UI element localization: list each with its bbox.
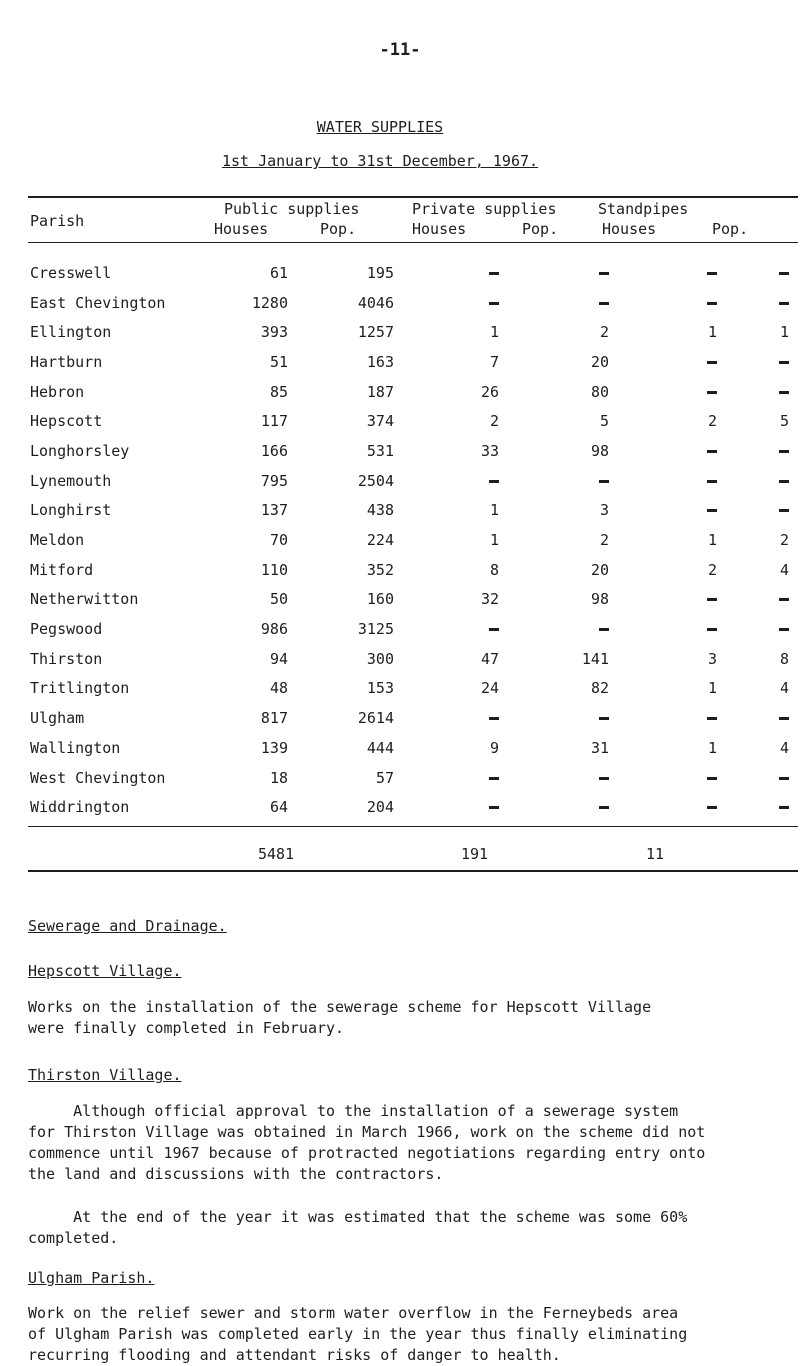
dash-mark bbox=[489, 272, 499, 275]
public-houses-cell: 48 bbox=[269, 679, 288, 698]
parish-name-cell: Longhirst bbox=[30, 501, 112, 520]
standpipes-pop-cell bbox=[717, 466, 789, 496]
header-standpipes-houses: Houses bbox=[602, 220, 657, 238]
parish-name-cell: Hartburn bbox=[30, 352, 103, 371]
private-houses-cell bbox=[394, 288, 499, 318]
parish-name-cell: Widdrington bbox=[30, 798, 130, 817]
standpipes-pop-cell: 4 bbox=[779, 679, 789, 698]
standpipes-houses-cell bbox=[609, 496, 717, 526]
parish-name-cell: Ulgham bbox=[30, 709, 85, 728]
public-pop-cell: 187 bbox=[366, 382, 394, 401]
header-public-pop: Pop. bbox=[320, 220, 357, 238]
total-standpipes: 11 bbox=[646, 845, 665, 863]
dash-mark bbox=[779, 302, 789, 305]
private-houses-cell: 1 bbox=[489, 323, 499, 342]
private-houses-cell: 9 bbox=[489, 738, 499, 757]
dash-mark bbox=[489, 628, 499, 631]
page-title: WATER SUPPLIES bbox=[316, 118, 444, 136]
public-pop-cell: 57 bbox=[375, 768, 394, 787]
paragraph-thirston-1: Although official approval to the installation of a sewerage system for Thirston Village was obtained in March 1966, work on the scheme did not commence until 1967 because of protracted negotiations regarding entry onto the land and discussions with the contractors. bbox=[28, 1102, 706, 1183]
public-houses-cell: 50 bbox=[269, 590, 288, 609]
public-pop-cell: 153 bbox=[366, 679, 394, 698]
private-houses-cell: 7 bbox=[489, 352, 499, 371]
standpipes-pop-cell bbox=[717, 614, 789, 644]
parish-name-cell: Tritlington bbox=[30, 679, 130, 698]
dash-mark bbox=[707, 391, 717, 394]
dash-mark bbox=[707, 302, 717, 305]
private-houses-cell: 8 bbox=[489, 560, 499, 579]
private-pop-cell: 141 bbox=[581, 649, 609, 668]
private-pop-cell bbox=[499, 792, 609, 822]
public-pop-cell: 444 bbox=[366, 738, 394, 757]
public-houses-cell: 61 bbox=[269, 263, 288, 282]
dash-mark bbox=[599, 777, 609, 780]
private-houses-cell bbox=[394, 614, 499, 644]
standpipes-pop-cell bbox=[717, 703, 789, 733]
dash-mark bbox=[489, 480, 499, 483]
dash-mark bbox=[489, 777, 499, 780]
public-houses-cell: 986 bbox=[260, 620, 288, 639]
standpipes-pop-cell bbox=[717, 258, 789, 288]
public-pop-cell: 352 bbox=[366, 560, 394, 579]
private-houses-cell bbox=[394, 466, 499, 496]
private-pop-cell: 98 bbox=[590, 441, 609, 460]
private-pop-cell: 82 bbox=[590, 679, 609, 698]
standpipes-houses-cell bbox=[609, 288, 717, 318]
standpipes-houses-cell bbox=[609, 436, 717, 466]
dash-mark bbox=[779, 272, 789, 275]
standpipes-pop-cell: 4 bbox=[779, 738, 789, 757]
standpipes-pop-cell bbox=[717, 436, 789, 466]
dash-mark bbox=[599, 806, 609, 809]
parish-name-cell: Lynemouth bbox=[30, 471, 112, 490]
dash-mark bbox=[489, 806, 499, 809]
public-pop-cell: 3125 bbox=[357, 620, 394, 639]
public-houses-cell: 94 bbox=[269, 649, 288, 668]
header-private-supplies: Private supplies bbox=[412, 200, 557, 218]
standpipes-houses-cell bbox=[609, 377, 717, 407]
table-row bbox=[28, 288, 789, 318]
standpipes-houses-cell: 1 bbox=[707, 323, 717, 342]
table-row bbox=[28, 406, 789, 436]
dash-mark bbox=[707, 717, 717, 720]
public-houses-cell: 817 bbox=[260, 709, 288, 728]
dash-mark bbox=[599, 717, 609, 720]
dash-mark bbox=[599, 480, 609, 483]
header-private-houses: Houses bbox=[412, 220, 467, 238]
table-row bbox=[28, 525, 789, 555]
page-subtitle: 1st January to 31st December, 1967. bbox=[221, 152, 539, 170]
standpipes-houses-cell: 1 bbox=[707, 679, 717, 698]
standpipes-houses-cell: 2 bbox=[707, 560, 717, 579]
header-private-pop: Pop. bbox=[522, 220, 559, 238]
parish-name-cell: Hebron bbox=[30, 382, 85, 401]
dash-mark bbox=[779, 628, 789, 631]
table-row bbox=[28, 466, 789, 496]
dash-mark bbox=[599, 302, 609, 305]
private-houses-cell: 32 bbox=[480, 590, 499, 609]
parish-name-cell: Pegswood bbox=[30, 620, 103, 639]
standpipes-pop-cell bbox=[717, 585, 789, 615]
table-row bbox=[28, 763, 789, 793]
standpipes-houses-cell: 1 bbox=[707, 738, 717, 757]
header-public-supplies: Public supplies bbox=[224, 200, 360, 218]
private-houses-cell: 24 bbox=[480, 679, 499, 698]
table-row bbox=[28, 585, 789, 615]
private-pop-cell: 98 bbox=[590, 590, 609, 609]
standpipes-houses-cell bbox=[609, 792, 717, 822]
parish-name-cell: Thirston bbox=[30, 649, 103, 668]
standpipes-houses-cell bbox=[609, 466, 717, 496]
table-row bbox=[28, 555, 789, 585]
private-pop-cell bbox=[499, 614, 609, 644]
public-houses-cell: 64 bbox=[269, 798, 288, 817]
table-row bbox=[28, 347, 789, 377]
private-houses-cell: 2 bbox=[489, 412, 499, 431]
dash-mark bbox=[707, 598, 717, 601]
dash-mark bbox=[707, 272, 717, 275]
standpipes-pop-cell bbox=[717, 496, 789, 526]
dash-mark bbox=[599, 272, 609, 275]
table-row bbox=[28, 644, 789, 674]
standpipes-pop-cell: 4 bbox=[779, 560, 789, 579]
parish-name-cell: Ellington bbox=[30, 323, 112, 342]
standpipes-houses-cell bbox=[609, 347, 717, 377]
standpipes-pop-cell bbox=[717, 288, 789, 318]
dash-mark bbox=[599, 628, 609, 631]
page-number: -11- bbox=[379, 40, 421, 60]
section-heading-hepscott: Hepscott Village. bbox=[28, 962, 182, 980]
standpipes-houses-cell bbox=[609, 763, 717, 793]
public-pop-cell: 300 bbox=[366, 649, 394, 668]
dash-mark bbox=[707, 628, 717, 631]
public-houses-cell: 795 bbox=[260, 471, 288, 490]
private-pop-cell: 2 bbox=[599, 323, 609, 342]
public-pop-cell: 195 bbox=[366, 263, 394, 282]
public-houses-cell: 117 bbox=[260, 412, 288, 431]
header-top-rule bbox=[28, 196, 798, 198]
water-supplies-table bbox=[28, 258, 789, 822]
public-pop-cell: 2504 bbox=[357, 471, 394, 490]
paragraph-ulgham: Work on the relief sewer and storm water overflow in the Ferneybeds area of Ulgham Parish was completed early in the year thus finally eliminating recurring flooding and attendant risks of danger to health. bbox=[28, 1304, 688, 1364]
dash-mark bbox=[779, 480, 789, 483]
public-pop-cell: 4046 bbox=[357, 293, 394, 312]
dash-mark bbox=[779, 717, 789, 720]
public-pop-cell: 160 bbox=[366, 590, 394, 609]
table-row bbox=[28, 733, 789, 763]
parish-name-cell: Wallington bbox=[30, 738, 121, 757]
standpipes-houses-cell bbox=[609, 703, 717, 733]
dash-mark bbox=[779, 806, 789, 809]
public-pop-cell: 1257 bbox=[357, 323, 394, 342]
public-houses-cell: 110 bbox=[260, 560, 288, 579]
private-houses-cell: 33 bbox=[480, 441, 499, 460]
table-row bbox=[28, 317, 789, 347]
table-row bbox=[28, 614, 789, 644]
dash-mark bbox=[707, 777, 717, 780]
header-parish: Parish bbox=[30, 212, 85, 230]
standpipes-houses-cell bbox=[609, 585, 717, 615]
standpipes-pop-cell: 2 bbox=[779, 531, 789, 550]
paragraph-hepscott: Works on the installation of the sewerage scheme for Hepscott Village were finally completed in February. bbox=[28, 998, 652, 1037]
public-pop-cell: 163 bbox=[366, 352, 394, 371]
public-houses-cell: 393 bbox=[260, 323, 288, 342]
private-houses-cell bbox=[394, 763, 499, 793]
header-bottom-rule bbox=[28, 242, 798, 243]
private-pop-cell bbox=[499, 763, 609, 793]
dash-mark bbox=[707, 361, 717, 364]
parish-name-cell: Meldon bbox=[30, 531, 85, 550]
public-pop-cell: 374 bbox=[366, 412, 394, 431]
section-heading-ulgham: Ulgham Parish. bbox=[28, 1269, 155, 1287]
private-pop-cell: 3 bbox=[599, 501, 609, 520]
standpipes-houses-cell: 3 bbox=[707, 649, 717, 668]
private-houses-cell bbox=[394, 703, 499, 733]
section-heading-thirston: Thirston Village. bbox=[28, 1066, 182, 1084]
standpipes-pop-cell: 5 bbox=[779, 412, 789, 431]
dash-mark bbox=[707, 806, 717, 809]
private-pop-cell: 2 bbox=[599, 531, 609, 550]
dash-mark bbox=[779, 598, 789, 601]
public-houses-cell: 166 bbox=[260, 441, 288, 460]
sewerage-heading: Sewerage and Drainage. bbox=[28, 917, 227, 935]
table-row bbox=[28, 436, 789, 466]
dash-mark bbox=[779, 777, 789, 780]
header-public-houses: Houses bbox=[214, 220, 269, 238]
private-pop-cell: 80 bbox=[590, 382, 609, 401]
dash-mark bbox=[779, 361, 789, 364]
table-row bbox=[28, 792, 789, 822]
total-public-supplies: 5481 bbox=[258, 845, 295, 863]
standpipes-pop-cell bbox=[717, 377, 789, 407]
public-pop-cell: 531 bbox=[366, 441, 394, 460]
public-pop-cell: 438 bbox=[366, 501, 394, 520]
private-pop-cell: 20 bbox=[590, 560, 609, 579]
private-houses-cell: 1 bbox=[489, 531, 499, 550]
dash-mark bbox=[707, 509, 717, 512]
total-private-supplies: 191 bbox=[461, 845, 489, 863]
header-standpipes-pop: Pop. bbox=[712, 220, 749, 238]
table-row bbox=[28, 258, 789, 288]
public-houses-cell: 137 bbox=[260, 501, 288, 520]
table-row bbox=[28, 496, 789, 526]
standpipes-houses-cell bbox=[609, 258, 717, 288]
paragraph-thirston-2: At the end of the year it was estimated that the scheme was some 60% completed. bbox=[28, 1208, 688, 1247]
table-row bbox=[28, 674, 789, 704]
private-pop-cell bbox=[499, 258, 609, 288]
header-standpipes: Standpipes bbox=[598, 200, 689, 218]
private-pop-cell bbox=[499, 466, 609, 496]
private-pop-cell bbox=[499, 703, 609, 733]
public-houses-cell: 51 bbox=[269, 352, 288, 371]
dash-mark bbox=[489, 302, 499, 305]
private-houses-cell bbox=[394, 258, 499, 288]
standpipes-pop-cell: 8 bbox=[779, 649, 789, 668]
dash-mark bbox=[779, 391, 789, 394]
public-pop-cell: 224 bbox=[366, 531, 394, 550]
dash-mark bbox=[707, 450, 717, 453]
table-row bbox=[28, 377, 789, 407]
private-pop-cell: 20 bbox=[590, 352, 609, 371]
dash-mark bbox=[707, 480, 717, 483]
parish-name-cell: Mitford bbox=[30, 560, 94, 579]
parish-name-cell: Longhorsley bbox=[30, 441, 130, 460]
private-pop-cell: 5 bbox=[599, 412, 609, 431]
parish-name-cell: East Chevington bbox=[30, 293, 166, 312]
public-houses-cell: 18 bbox=[269, 768, 288, 787]
table-row bbox=[28, 703, 789, 733]
standpipes-pop-cell bbox=[717, 792, 789, 822]
private-pop-cell: 31 bbox=[590, 738, 609, 757]
public-houses-cell: 70 bbox=[269, 531, 288, 550]
public-pop-cell: 204 bbox=[366, 798, 394, 817]
standpipes-pop-cell bbox=[717, 347, 789, 377]
public-pop-cell: 2614 bbox=[357, 709, 394, 728]
parish-name-cell: Cresswell bbox=[30, 263, 112, 282]
standpipes-houses-cell bbox=[609, 614, 717, 644]
private-houses-cell: 26 bbox=[480, 382, 499, 401]
dash-mark bbox=[779, 509, 789, 512]
parish-name-cell: West Chevington bbox=[30, 768, 166, 787]
standpipes-houses-cell: 1 bbox=[707, 531, 717, 550]
parish-name-cell: Netherwitton bbox=[30, 590, 139, 609]
totals-bottom-rule bbox=[28, 870, 798, 872]
public-houses-cell: 85 bbox=[269, 382, 288, 401]
public-houses-cell: 139 bbox=[260, 738, 288, 757]
private-houses-cell bbox=[394, 792, 499, 822]
standpipes-pop-cell: 1 bbox=[779, 323, 789, 342]
parish-name-cell: Hepscott bbox=[30, 412, 103, 431]
dash-mark bbox=[779, 450, 789, 453]
public-houses-cell: 1280 bbox=[251, 293, 288, 312]
private-pop-cell bbox=[499, 288, 609, 318]
private-houses-cell: 1 bbox=[489, 501, 499, 520]
private-houses-cell: 47 bbox=[480, 649, 499, 668]
dash-mark bbox=[489, 717, 499, 720]
totals-top-rule bbox=[28, 826, 798, 827]
standpipes-pop-cell bbox=[717, 763, 789, 793]
standpipes-houses-cell: 2 bbox=[707, 412, 717, 431]
